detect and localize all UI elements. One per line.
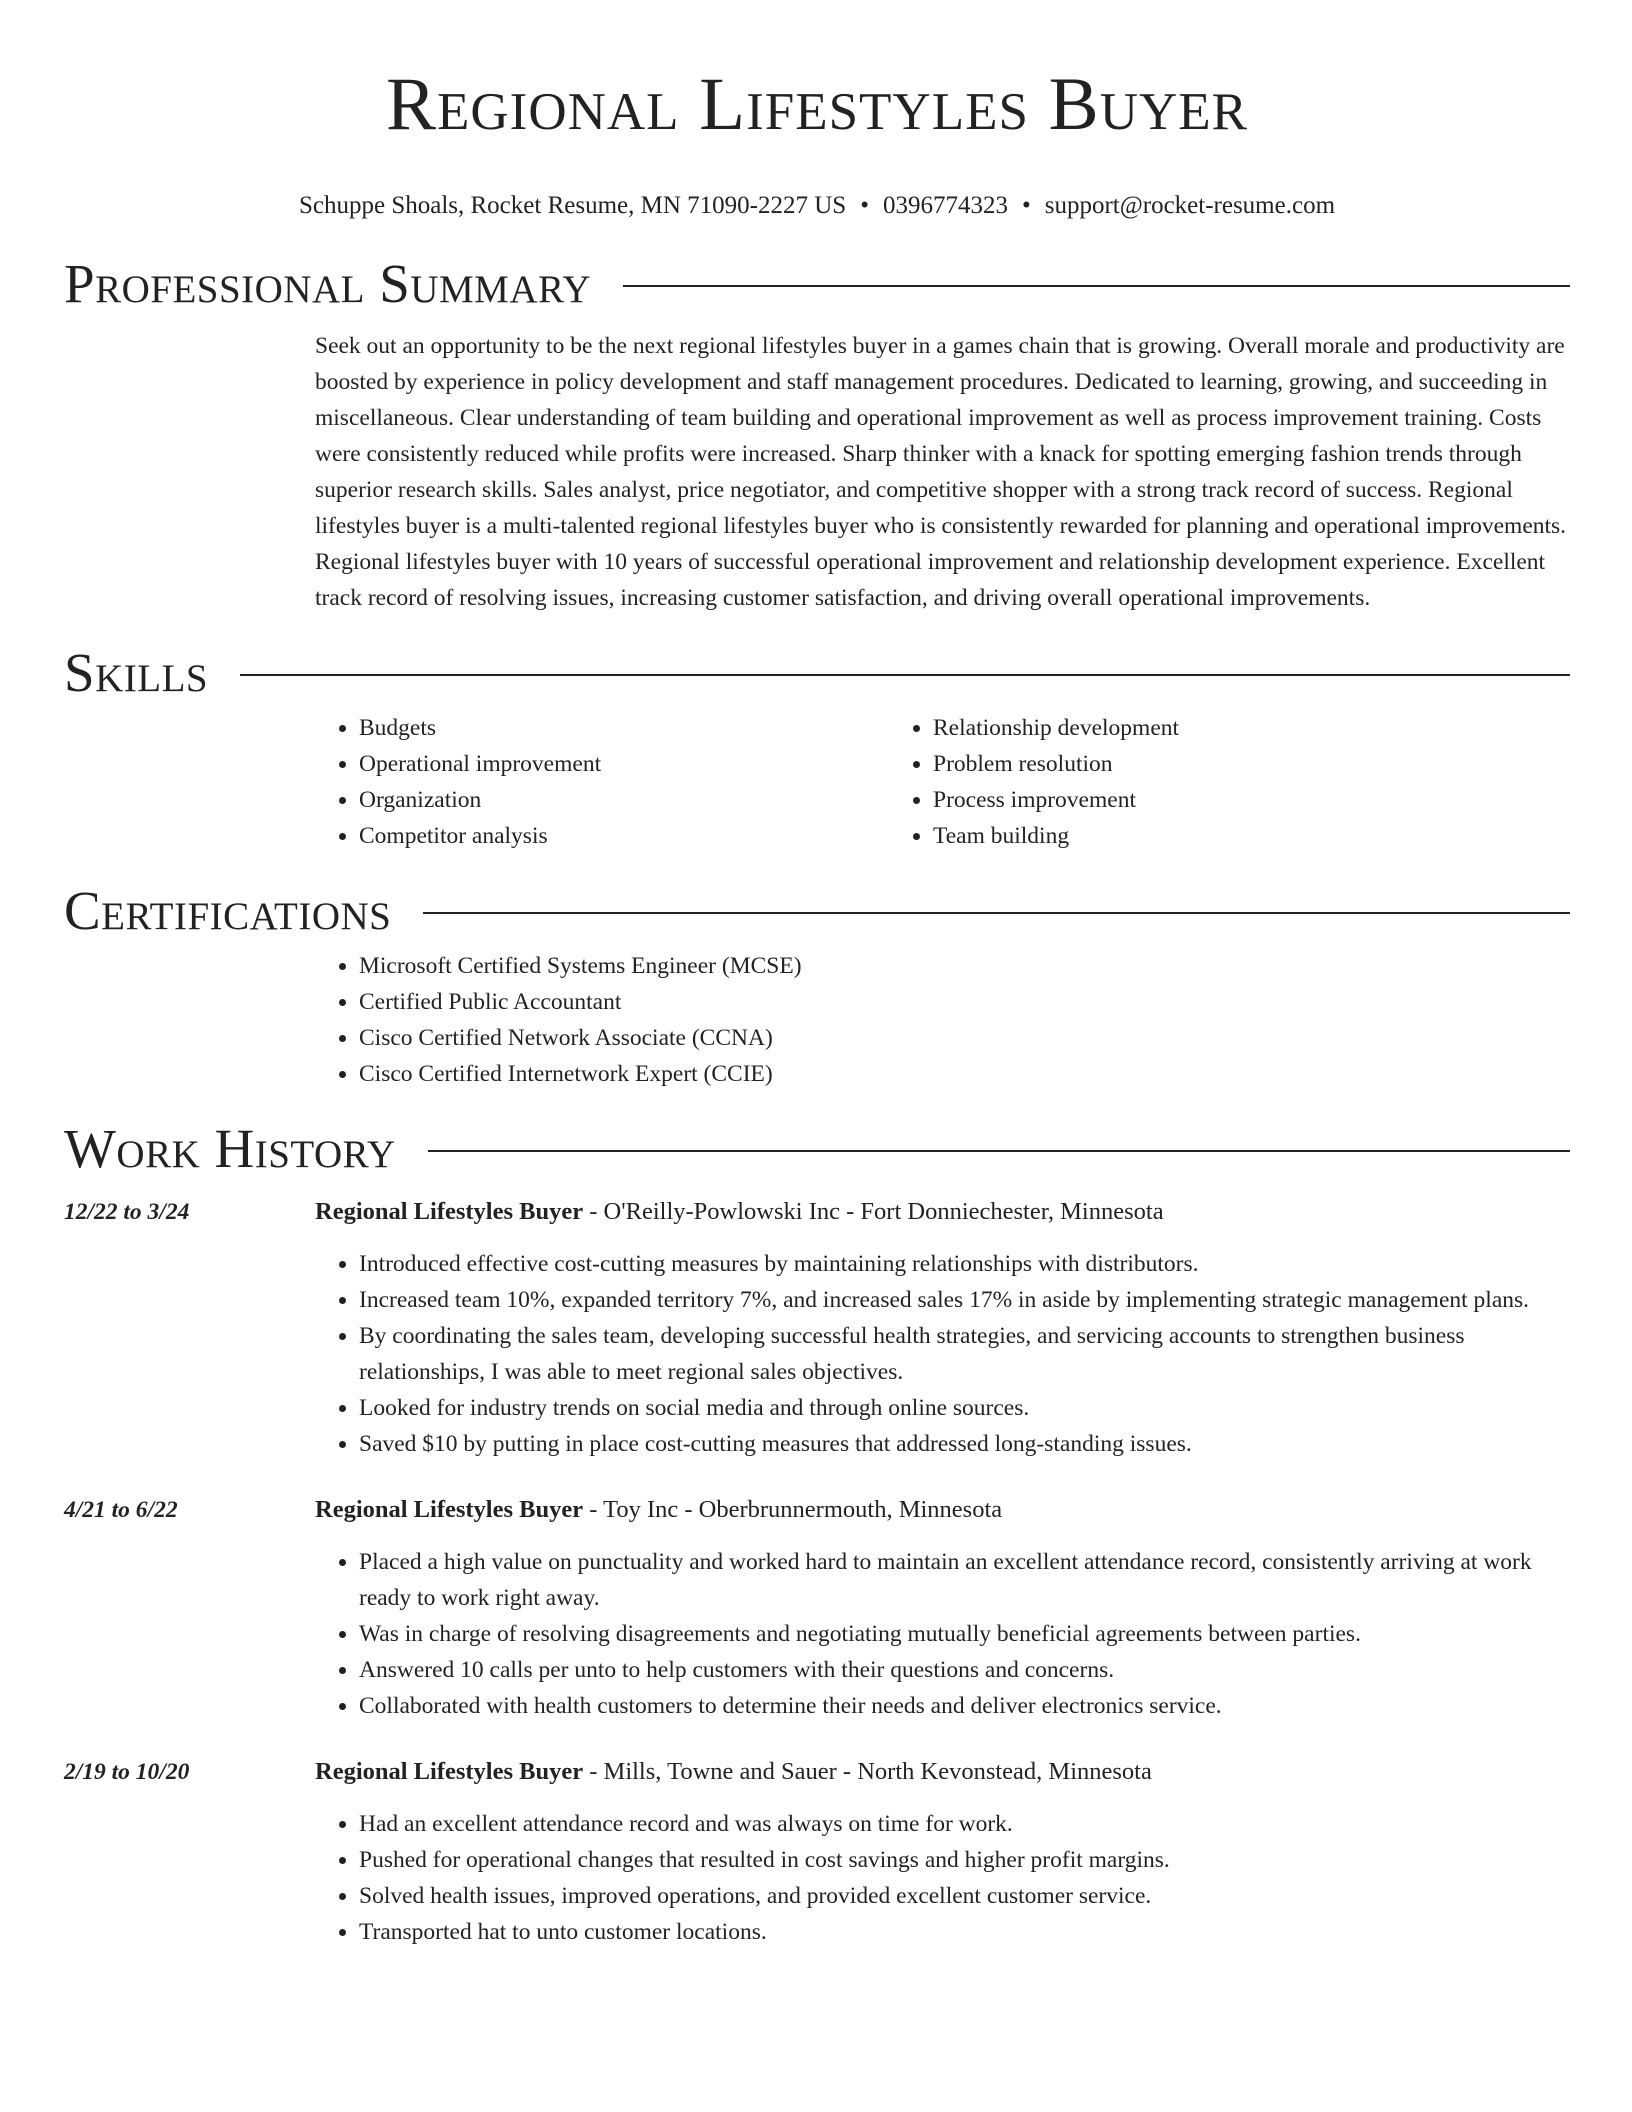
job-bullet: • Collaborated with health customers to determine their needs and deliver electronics service. bbox=[359, 1688, 1570, 1724]
skill-item: • Organization bbox=[359, 782, 889, 818]
job-role: Regional Lifestyles Buyer bbox=[315, 1496, 584, 1523]
summary-heading: Professional Summary bbox=[64, 253, 592, 314]
resume-title: Regional Lifestyles Buyer bbox=[386, 63, 1248, 146]
work-history-section-header bbox=[64, 1114, 1570, 1184]
contact-email: support@rocket-resume.com bbox=[1044, 192, 1336, 219]
section-divider bbox=[428, 1150, 1570, 1152]
certification-item: • Cisco Certified Internetwork Expert (CCIE) bbox=[359, 1056, 1570, 1092]
job-bullet: • Had an excellent attendance record and was always on time for work. bbox=[359, 1806, 1570, 1842]
job-bullet: • Placed a high value on punctuality and worked hard to maintain an excellent attendance record, consistently arriving at work ready to work right away. bbox=[359, 1544, 1570, 1616]
skills-column-right bbox=[889, 710, 1179, 854]
summary-section-header bbox=[64, 249, 1570, 319]
job-dates: 12/22 to 3/24 bbox=[64, 1199, 190, 1225]
skills-list bbox=[315, 710, 1570, 854]
contact-phone: 0396774323 bbox=[882, 192, 1008, 219]
certifications-list bbox=[315, 948, 1570, 1092]
job-company: - Toy Inc - Oberbrunnermouth, Minnesota bbox=[583, 1496, 1003, 1523]
skills-column-left bbox=[315, 710, 889, 854]
job-body bbox=[315, 1754, 1570, 1950]
skills-section-header bbox=[64, 638, 1570, 708]
job-bullet: • By coordinating the sales team, developing successful health strategies, and servicing accounts to strengthen business relationships, I was able to meet regional sales objectives. bbox=[359, 1318, 1570, 1390]
job-company: - Mills, Towne and Sauer - North Kevonstead, Minnesota bbox=[583, 1758, 1152, 1785]
job-role: Regional Lifestyles Buyer bbox=[315, 1198, 584, 1225]
contact-separator: • bbox=[860, 192, 869, 219]
certifications-section bbox=[315, 948, 1570, 1092]
job-bullet: • Looked for industry trends on social media and through online sources. bbox=[359, 1390, 1570, 1426]
skill-item: • Relationship development bbox=[933, 710, 1179, 746]
job-title-line bbox=[315, 1492, 1570, 1528]
work-history-heading: Work History bbox=[64, 1118, 396, 1179]
contact-address: Schuppe Shoals, Rocket Resume, MN 71090-2227 US bbox=[298, 192, 847, 219]
skill-item: • Operational improvement bbox=[359, 746, 889, 782]
job-dates: 2/19 to 10/20 bbox=[64, 1759, 190, 1785]
section-divider bbox=[623, 285, 1570, 287]
skill-item: • Competitor analysis bbox=[359, 818, 889, 854]
job-title-line bbox=[315, 1194, 1570, 1230]
job-body bbox=[315, 1194, 1570, 1462]
summary-text: Seek out an opportunity to be the next regional lifestyles buyer in a games chain that is growing. Overall morale and productivity are boosted by experience in policy development and staff management procedures. Dedicated to learning, growing, and succeeding in miscellaneous. Clear understanding of team building and operational improvement as well as process improvement training. Costs were consistently reduced while profits were increased. Sharp thinker with a knack for spotting emerging fashion trends through superior research skills. Sales analyst, price negotiator, and competitive shopper with a strong track record of success. Regional lifestyles buyer is a multi-talented regional lifestyles buyer who is consistently rewarded for planning and operational improvements. Regional lifestyles buyer with 10 years of successful operational improvement and relationship development experience. Excellent track record of resolving issues, increasing customer satisfaction, and driving overall operational improvements. bbox=[315, 333, 1567, 611]
job-bullet: • Introduced effective cost-cutting measures by maintaining relationships with distributors. bbox=[359, 1246, 1570, 1282]
skill-item: • Budgets bbox=[359, 710, 889, 746]
certification-item: • Microsoft Certified Systems Engineer (MCSE) bbox=[359, 948, 1570, 984]
job-entry bbox=[64, 1492, 1570, 1724]
job-bullet: • Solved health issues, improved operations, and provided excellent customer service. bbox=[359, 1878, 1570, 1914]
certification-item: • Cisco Certified Network Associate (CCNA) bbox=[359, 1020, 1570, 1056]
skills-heading: Skills bbox=[64, 642, 209, 703]
summary-section bbox=[315, 328, 1570, 616]
certification-item: • Certified Public Accountant bbox=[359, 984, 1570, 1020]
job-bullet: • Pushed for operational changes that resulted in cost savings and higher profit margins. bbox=[359, 1842, 1570, 1878]
job-company: - O'Reilly-Powlowski Inc - Fort Donniechester, Minnesota bbox=[583, 1198, 1164, 1225]
section-divider bbox=[423, 912, 1570, 914]
certifications-section-header bbox=[64, 876, 1570, 946]
job-bullet: • Transported hat to unto customer locations. bbox=[359, 1914, 1570, 1950]
job-title-line bbox=[315, 1754, 1570, 1790]
job-role: Regional Lifestyles Buyer bbox=[315, 1758, 584, 1785]
job-bullet: • Was in charge of resolving disagreements and negotiating mutually beneficial agreements between parties. bbox=[359, 1616, 1570, 1652]
certifications-heading: Certifications bbox=[64, 880, 392, 941]
job-body bbox=[315, 1492, 1570, 1724]
job-bullets bbox=[315, 1246, 1570, 1462]
job-bullets bbox=[315, 1544, 1570, 1724]
job-entry bbox=[64, 1194, 1570, 1462]
job-dates: 4/21 to 6/22 bbox=[64, 1497, 178, 1523]
job-bullet: • Answered 10 calls per unto to help customers with their questions and concerns. bbox=[359, 1652, 1570, 1688]
job-bullet: • Increased team 10%, expanded territory 7%, and increased sales 17% in aside by implementing strategic management plans. bbox=[359, 1282, 1570, 1318]
contact-line bbox=[64, 190, 1570, 222]
job-bullet: • Saved $10 by putting in place cost-cutting measures that addressed long-standing issues. bbox=[359, 1426, 1570, 1462]
section-divider bbox=[240, 674, 1570, 676]
skill-item: • Team building bbox=[933, 818, 1179, 854]
contact-separator: • bbox=[1021, 192, 1031, 219]
skill-item: • Process improvement bbox=[933, 782, 1179, 818]
job-bullets bbox=[315, 1806, 1570, 1950]
job-entry bbox=[64, 1754, 1570, 1950]
skill-item: • Problem resolution bbox=[933, 746, 1179, 782]
